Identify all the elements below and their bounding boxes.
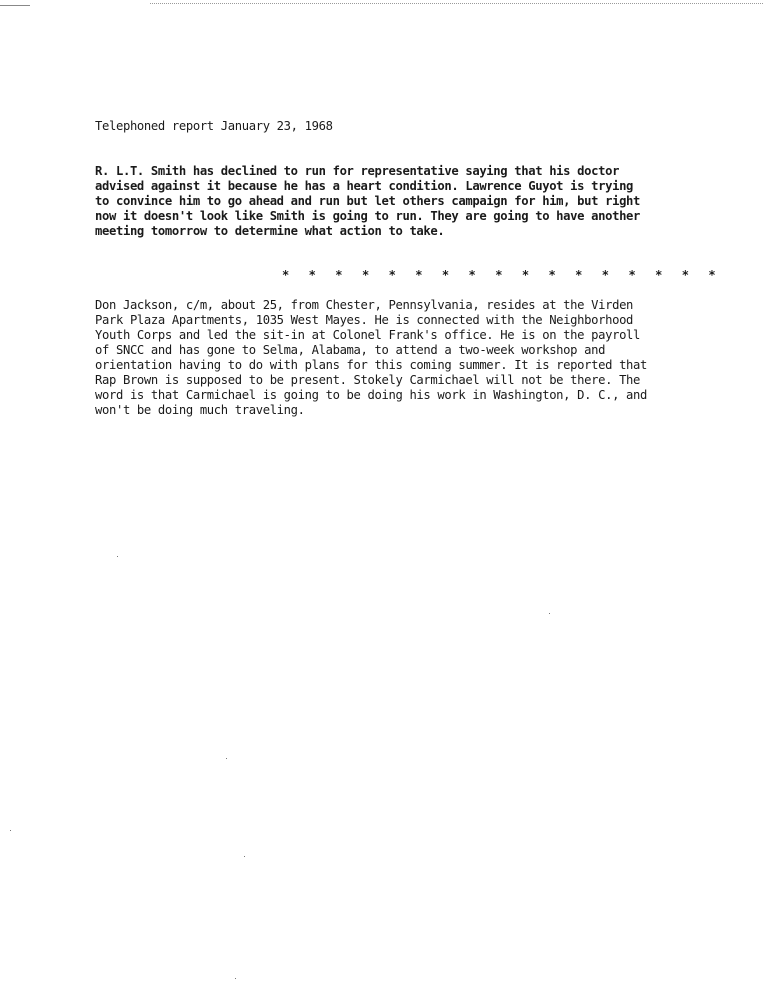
scan-speck bbox=[244, 856, 245, 857]
paragraph-line: Rap Brown is supposed to be present. Stokely Carmichael will not be there. The bbox=[95, 373, 641, 387]
paragraph-line: meeting tomorrow to determine what action to take. bbox=[95, 224, 445, 238]
scan-speck bbox=[226, 758, 227, 759]
top-edge-rule bbox=[150, 3, 763, 4]
paragraph-line: word is that Carmichael is going to be doing his work in Washington, D. C., and bbox=[95, 388, 648, 402]
paragraph-line: won't be doing much traveling. bbox=[95, 403, 305, 417]
paragraph-line: Youth Corps and led the sit-in at Colonel Frank's office. He is on the payroll bbox=[95, 328, 641, 342]
scan-speck bbox=[549, 613, 550, 614]
top-left-mark bbox=[0, 5, 30, 6]
paragraph-line: Park Plaza Apartments, 1035 West Mayes. He is connected with the Neighborhood bbox=[95, 313, 634, 327]
paragraph-jackson bbox=[95, 298, 705, 418]
paragraph-line: of SNCC and has gone to Selma, Alabama, to attend a two-week workshop and bbox=[95, 343, 606, 357]
paragraph-line: to convince him to go ahead and run but let others campaign for him, but right bbox=[95, 194, 641, 208]
paragraph-line: R. L.T. Smith has declined to run for representative saying that his doctor bbox=[95, 164, 620, 178]
scan-speck bbox=[117, 556, 118, 557]
paragraph-line: orientation having to do with plans for this coming summer. It is reported that bbox=[95, 358, 648, 372]
asterisk-divider: * * * * * * * * * * * * * * * * * bbox=[282, 268, 722, 282]
heading-line: Telephoned report January 23, 1968 bbox=[95, 119, 333, 133]
report-heading bbox=[95, 119, 705, 134]
paragraph-line: advised against it because he has a heart condition. Lawrence Guyot is trying bbox=[95, 179, 634, 193]
paragraph-line: now it doesn't look like Smith is going to run. They are going to have another bbox=[95, 209, 641, 223]
scan-speck bbox=[10, 830, 11, 831]
scan-speck bbox=[235, 978, 236, 979]
paragraph-smith bbox=[95, 164, 705, 239]
paragraph-line: Don Jackson, c/m, about 25, from Chester, Pennsylvania, resides at the Virden bbox=[95, 298, 634, 312]
